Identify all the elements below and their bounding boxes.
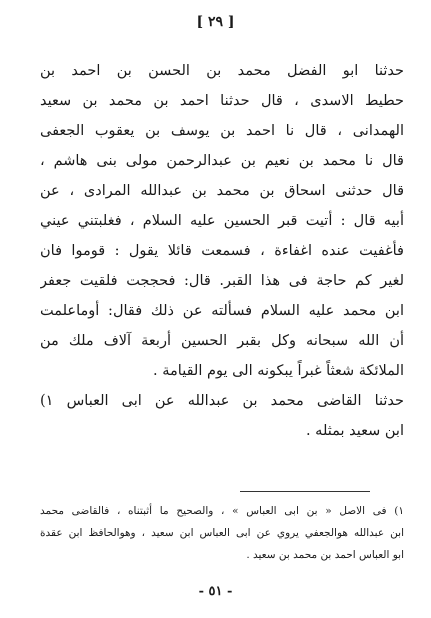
- text-line: حدثنا القاضى محمد بن عبدالله عن ابى العباس ١): [40, 393, 404, 409]
- text-line: قال حدثنى اسحاق بن محمد بن عبدالله المرادى ، عن: [40, 183, 404, 199]
- text-line: أن الله سبحانه وكل بقبر الحسين أربعة آلاف ملك من: [40, 333, 404, 349]
- text-line: حطيط الاسدى ، قال حدثنا احمد بن محمد بن سعيد: [40, 93, 404, 109]
- folio-number: - ٥١ -: [198, 584, 233, 599]
- footnote-line: ابو العباس احمد بن محمد بن سعيد .: [246, 549, 404, 561]
- text-line: فأغفيت عنده اغفاءة ، فسمعت قائلا يقول : قوموا فان: [40, 243, 404, 259]
- footnote-separator: [240, 491, 370, 492]
- text-line: الملائكة شعثاً غبراً يبكونه الى يوم القيامة .: [153, 363, 404, 379]
- text-line: قال نا محمد بن نعيم بن عبدالرحمن مولى بنى هاشم ،: [40, 153, 404, 169]
- page-number: [ ٢٩ ]: [196, 14, 235, 30]
- main-text: [40, 56, 404, 446]
- text-line: ابن محمد عليه السلام فسألته عن ذلك فقال: أوماعلمت: [40, 303, 404, 319]
- footnote-line: ابن عبدالله هوالجعفي يروي عن ابى العباس ابن سعيد ، وهوالحافظ ابن عقدة: [40, 527, 404, 539]
- footnote-line: ١) فى الاصل « بن ابى العباس » ، والصحيح ما أثبتناه ، فالقاضى محمد: [40, 505, 404, 517]
- text-line: أبيه قال : أتيت قبر الحسين عليه السلام ، فغلبتني عيني: [40, 213, 404, 229]
- text-line: ابن سعيد بمثله .: [305, 423, 404, 439]
- text-line: لغير كم حاجة فى هذا القبر. قال: فحججت فلقيت جعفر: [40, 273, 404, 289]
- text-line: حدثنا ابو الفضل محمد بن الحسن بن احمد بن: [40, 63, 404, 79]
- text-line: الهمدانى ، قال نا احمد بن يوسف بن يعقوب الجعفى: [40, 123, 404, 139]
- footnotes: [40, 500, 404, 566]
